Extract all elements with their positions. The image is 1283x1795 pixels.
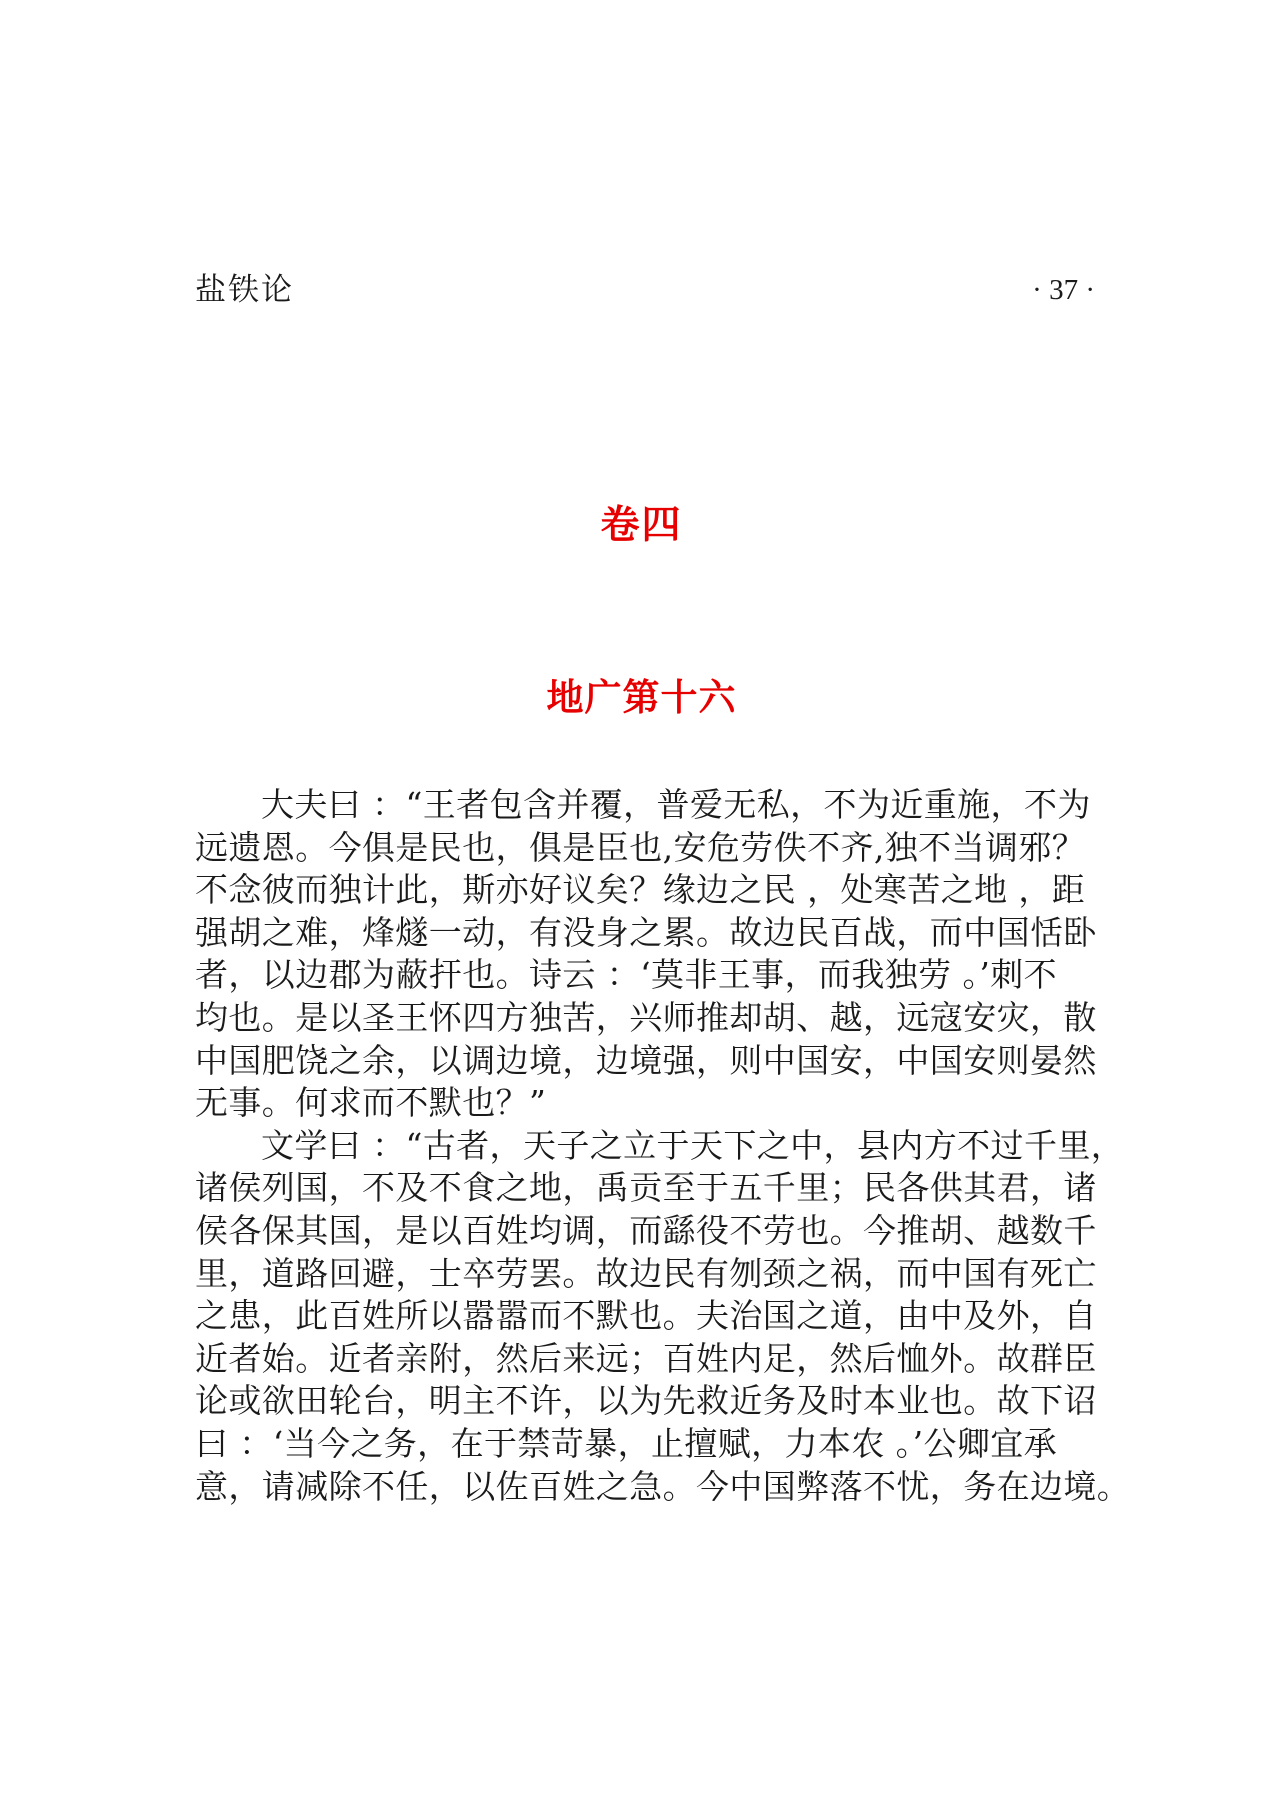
paragraph-line: 意，请减除不任，以佐百姓之急。今中国弊落不忧，务在边境。 bbox=[195, 1466, 1131, 1506]
paragraph-line: 无事。何求而不默也？” bbox=[195, 1083, 547, 1123]
paragraph-line: 远遗恩。今俱是民也，俱是臣也,安危劳佚不齐,独不当调邪？ bbox=[195, 827, 1086, 867]
paragraph-line: 里，道路回避，士卒劳罢。故边民有刎颈之祸，而中国有死亡 bbox=[195, 1253, 1097, 1293]
paragraph-line: 论或欲田轮台，明主不许，以为先救近务及时本业也。故下诏 bbox=[195, 1381, 1097, 1421]
paragraph-line: 诸侯列国，不及不食之地，禹贡至于五千里；民各供其君，诸 bbox=[195, 1168, 1097, 1208]
paragraph-line: 均也。是以圣王怀四方独苦，兴师推却胡、越，远寇安灾，散 bbox=[195, 997, 1097, 1037]
paragraph-line: 不念彼而独计此，斯亦好议矣？缘边之民 ，处寒苦之地 ，距 bbox=[195, 870, 1086, 910]
page-number: · 37 · bbox=[1032, 274, 1095, 306]
paragraph-line: 中国肥饶之余，以调边境，边境强，则中国安，中国安则晏然 bbox=[195, 1040, 1097, 1080]
paragraph-line: 文学曰 ：“古者，天子之立于天下之中，县内方不过千里， bbox=[261, 1125, 1125, 1165]
paragraph-line: 侯各保其国，是以百姓均调，而繇役不劳也。今推胡、越数千 bbox=[195, 1210, 1097, 1250]
paragraph-line: 近者始。近者亲附，然后来远；百姓内足，然后恤外。故群臣 bbox=[195, 1338, 1097, 1378]
book-title: 盐铁论 bbox=[195, 272, 294, 308]
body-text bbox=[195, 784, 1195, 1508]
volume-title: 卷四 bbox=[600, 503, 683, 548]
paragraph-line: 者，以边郡为蔽扞也。诗云 ：‘莫非王事，而我独劳 。’刺不 bbox=[195, 955, 1058, 995]
paragraph-line: 强胡之难，烽燧一动，有没身之累。故边民百战，而中国恬卧 bbox=[195, 912, 1097, 952]
chapter-title: 地广第十六 bbox=[546, 676, 737, 719]
paragraph-line: 之患，此百姓所以嚣嚣而不默也。夫治国之道，由中及外，自 bbox=[195, 1296, 1097, 1336]
paragraph-line: 大夫曰 ：“王者包含并覆，普爱无私，不为近重施，不为 bbox=[261, 785, 1091, 824]
paragraph-line: 曰 ：‘当今之务，在于禁苛暴，止擅赋，力本农 。’公卿宜承 bbox=[195, 1423, 1058, 1463]
running-header bbox=[195, 268, 1095, 312]
